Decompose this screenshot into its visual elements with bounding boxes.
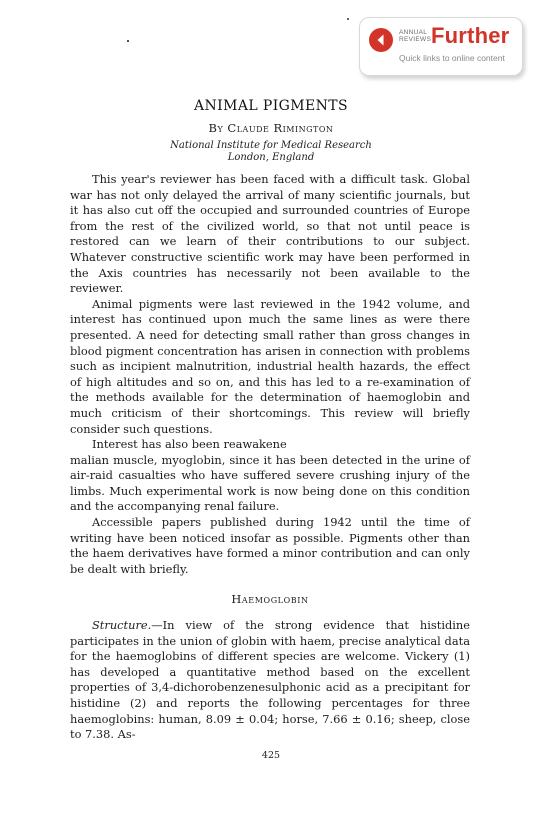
affiliation-institute: National Institute for Medical Research: [170, 140, 372, 151]
badge-title: Further: [431, 23, 510, 48]
paragraph-fragment: Interest has also been reawakene: [92, 437, 287, 452]
structure-text: —In view of the strong evidence that histidine participates in the union of globin with haem, precise analytical data for the haemoglobins of different species are welcome. Vickery (1) has developed a quantitative method based on the excellent properties of 3,4-dichorobenzenesulphonic acid as a precipitant for histidine (2) and reports the following percentages for three haemoglobins: human, 8.09 ± 0.04; horse, 7.66 ± 0.16; sheep, close to 7.38. As-: [70, 618, 470, 742]
author-affiliation: [0, 140, 542, 164]
paragraph: This year's reviewer has been faced with a difficult task. Global war has not only delayed the arrival of many scientific journals, but it has also cut off the occupied and surrounded countries of Europe from the rest of the civilized world, so that not until peace is restored can we learn of their contributions to our subject. Whatever constructive scientific work may have been performed in the Axis countries has necessarily not been available to the reviewer.: [70, 172, 470, 296]
paragraph: Animal pigments were last reviewed in the 1942 volume, and interest has continued upon much the same lines as were there presented. A need for detecting small rather than gross changes in blood pigment concentration has arisen in connection with problems such as incipient malnutrition, industrial health hazards, the effect of high altitudes and so on, and this has led to a re-examination of the methods available for the determination of haemoglobin and much criticism of their shortcomings. This review will briefly consider such questions.: [70, 296, 470, 436]
badge-publisher: [399, 29, 431, 43]
paragraph-structure: [70, 618, 470, 743]
badge-publisher-line1: ANNUAL: [399, 29, 428, 36]
speck-mark: [347, 18, 349, 20]
badge-publisher-line2: REVIEWS: [399, 36, 432, 43]
further-reading-badge[interactable]: [359, 17, 523, 76]
play-arrow-icon: [368, 27, 394, 53]
paragraph: Accessible papers published during 1942 until the time of writing have been noticed insofar as possible. Pigments other than the haem derivatives have formed a minor contribution and can only be dealt with briefly.: [70, 515, 470, 576]
body-text: [70, 172, 470, 743]
article-title: ANIMAL PIGMENTS: [194, 98, 348, 114]
page-number: 425: [261, 750, 281, 761]
affiliation-location: London, England: [227, 152, 315, 163]
speck-mark: [127, 40, 129, 42]
section-heading: Haemoglobin: [231, 592, 309, 607]
article-author: By Claude Rimington: [208, 121, 334, 135]
run-in-heading: Structure.: [92, 618, 152, 633]
paragraph: malian muscle, myoglobin, since it has been detected in the urine of air-raid casualties who have suffered severe crushing injury of the limbs. Much experimental work is now being done on this condition and the accompanying renal failure.: [70, 452, 470, 514]
badge-subtitle: Quick links to online content: [399, 53, 505, 63]
